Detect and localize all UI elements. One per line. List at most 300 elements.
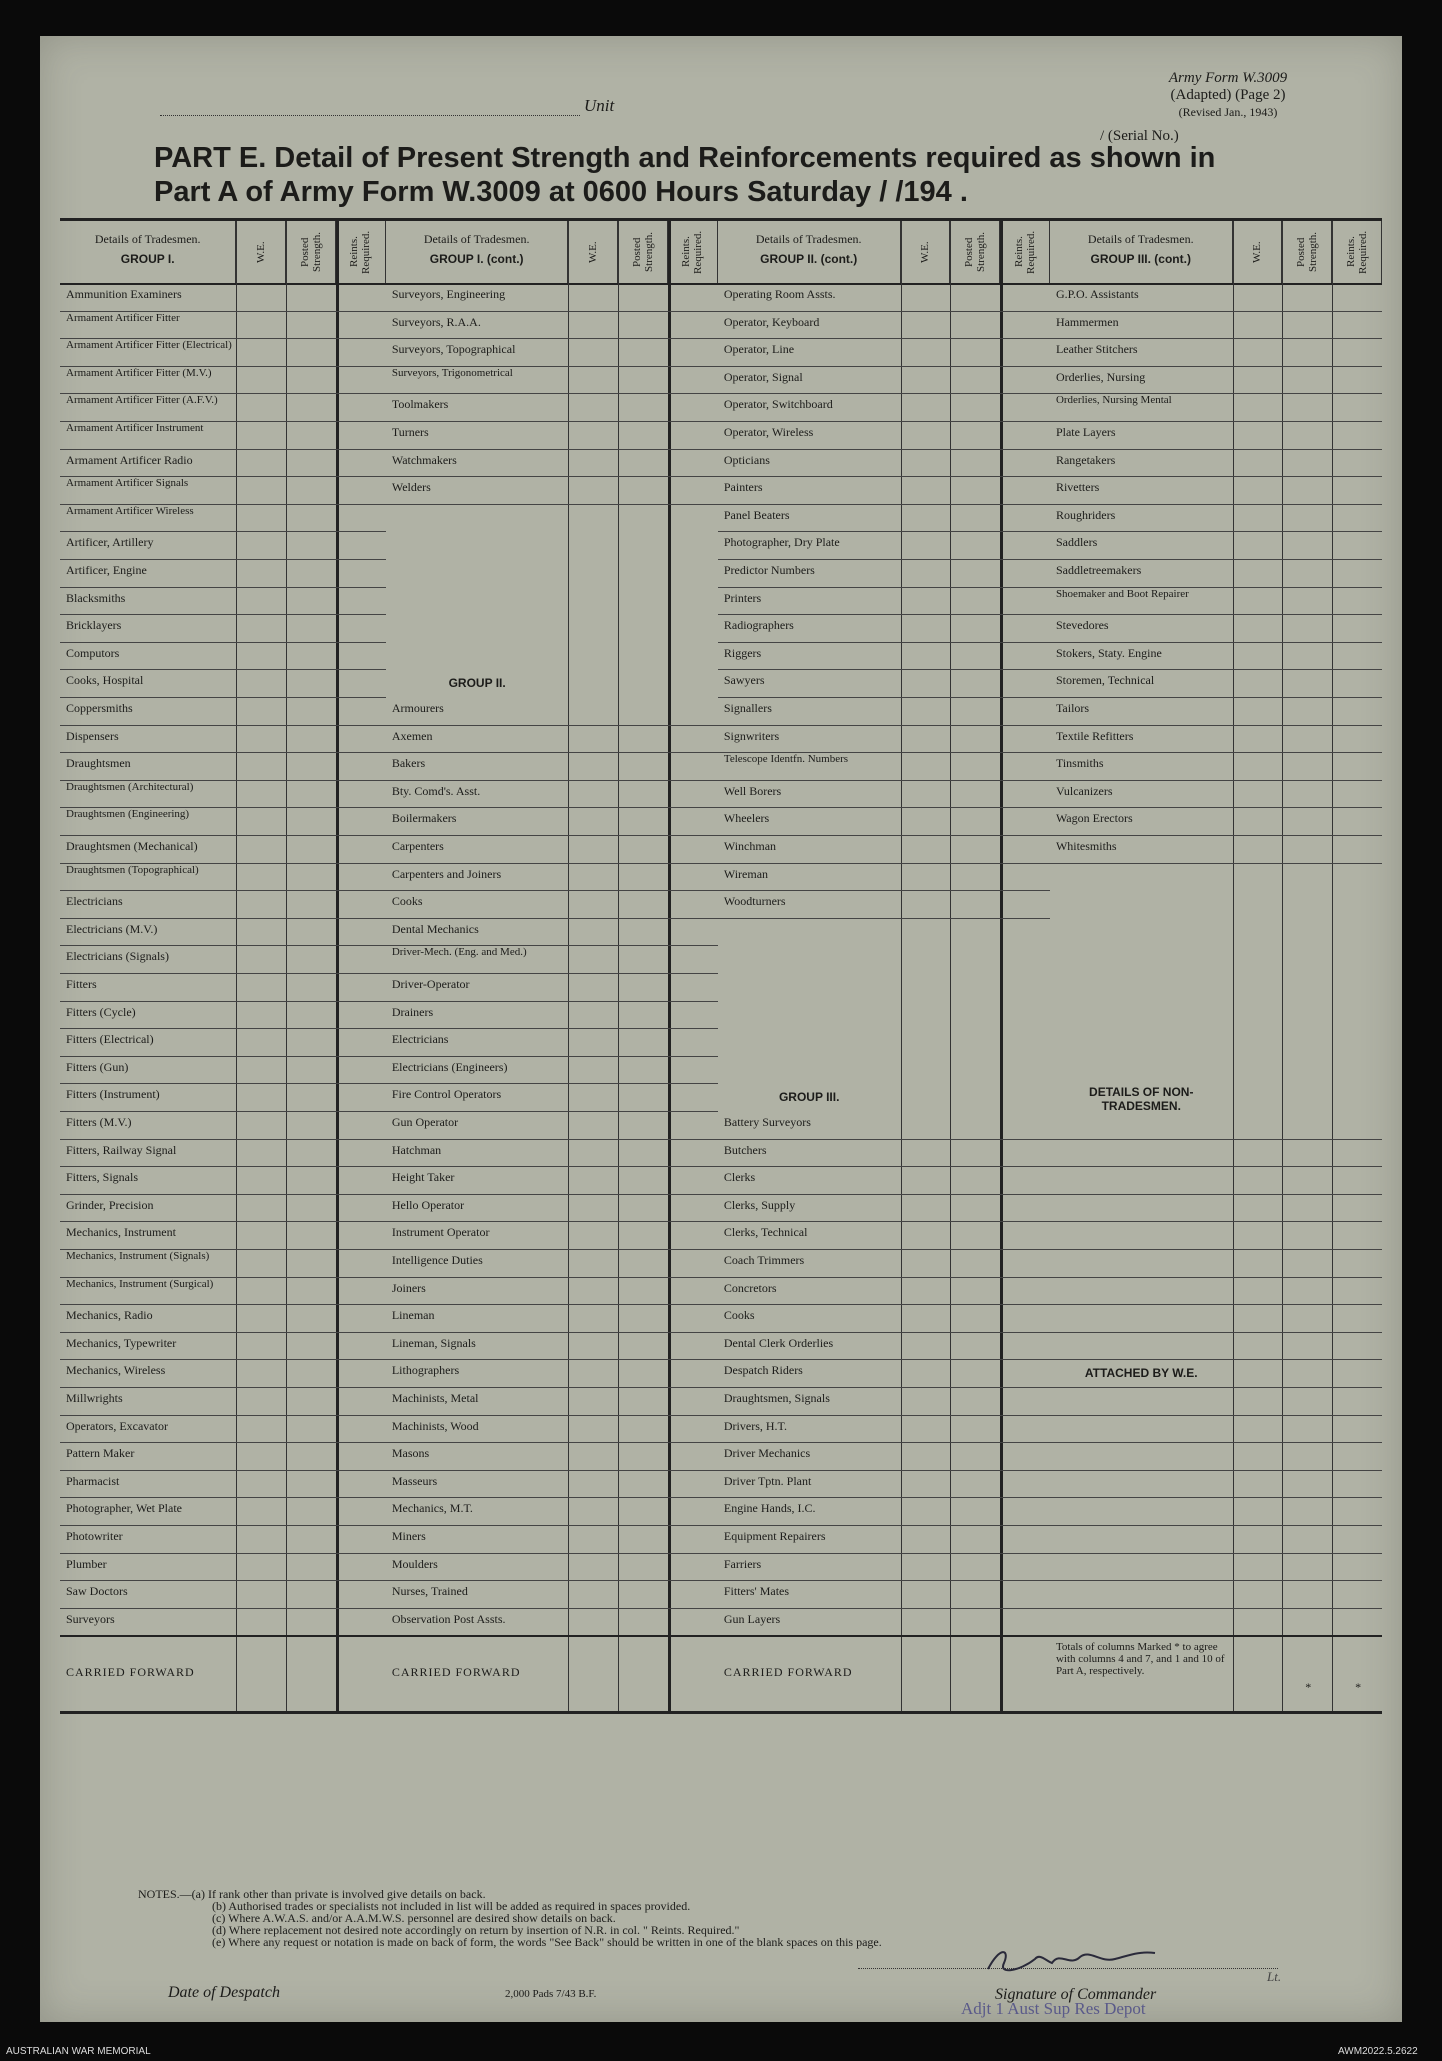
col1-item: Millwrights xyxy=(66,1391,123,1405)
row-rule xyxy=(718,531,1050,532)
col1-item: Bricklayers xyxy=(66,618,122,633)
serial-number: / (Serial No.) xyxy=(1100,128,1179,144)
row-rule xyxy=(718,697,1050,698)
row-rule xyxy=(60,835,386,836)
col1-item: Dispensers xyxy=(66,728,119,743)
row-rule xyxy=(386,1001,718,1002)
col1-item: Armament Artificer Wireless xyxy=(66,504,194,517)
row-rule xyxy=(1050,697,1382,698)
col2-item: Nurses, Trained xyxy=(391,1584,468,1599)
row-rule xyxy=(1050,1608,1382,1609)
row-rule xyxy=(1050,1387,1382,1388)
row-rule xyxy=(60,1083,386,1084)
row-rule xyxy=(1050,504,1382,505)
col4-item: Vulcanizers xyxy=(1055,783,1113,798)
column-rule xyxy=(668,221,671,1711)
notes-block xyxy=(138,1888,882,1948)
row-rule xyxy=(1050,752,1382,753)
col3-item: Wheelers xyxy=(723,811,770,826)
col1-item: Fitters (Instrument) xyxy=(66,1087,160,1102)
col4-item: Orderlies, Nursing Mental xyxy=(1055,394,1172,407)
col2-item: Hatchman xyxy=(391,1142,442,1157)
row-rule xyxy=(60,945,386,946)
col1-item: Draughtsmen (Architectural) xyxy=(66,780,194,793)
row-rule xyxy=(1050,587,1382,588)
row-rule xyxy=(386,1304,718,1305)
row-rule xyxy=(386,890,718,891)
page-title-line2: Part A of Army Form W.3009 at 0600 Hours Saturday / /194 . xyxy=(154,176,968,208)
column-rule xyxy=(901,221,902,1711)
col4-item: Stevedores xyxy=(1055,618,1109,633)
unit-field xyxy=(160,96,640,116)
row-rule xyxy=(1050,807,1382,808)
col3-item: Drivers, H.T. xyxy=(723,1418,787,1433)
row-rule xyxy=(386,1083,718,1084)
col2-item: Boilermakers xyxy=(391,811,457,826)
col2-item: Masseurs xyxy=(391,1473,438,1488)
row-rule xyxy=(718,1387,1050,1388)
row-rule xyxy=(386,366,718,367)
note-b: (b) Authorised trades or specialists not included in list will be added as required in spaces provided. xyxy=(212,1899,691,1913)
col1-item: Fitters, Railway Signal xyxy=(66,1142,177,1157)
row-rule xyxy=(386,393,718,394)
header-reints-label: Reints. Required. xyxy=(1344,230,1369,274)
row-rule xyxy=(386,1111,718,1112)
row-rule xyxy=(1050,863,1382,864)
column-rule xyxy=(286,221,287,1711)
row-rule xyxy=(1050,614,1382,615)
totals-star: * xyxy=(1305,1680,1312,1695)
col1-item: Draughtsmen (Mechanical) xyxy=(66,839,198,853)
handwritten-signature xyxy=(980,1941,1180,1981)
col2-item: Machinists, Metal xyxy=(391,1391,479,1405)
archive-id: AWM2022.5.2622 xyxy=(1338,2046,1418,2057)
row-rule xyxy=(386,449,718,450)
row-rule xyxy=(718,366,1050,367)
col2-item: Lineman, Signals xyxy=(391,1335,476,1350)
header-details-col-4 xyxy=(1050,221,1233,283)
row-rule xyxy=(386,1194,718,1195)
col3-item: Dental Clerk Orderlies xyxy=(723,1335,834,1350)
row-rule xyxy=(60,780,386,781)
row-rule xyxy=(718,1497,1050,1498)
row-rule xyxy=(1050,476,1382,477)
column-rule xyxy=(336,221,339,1711)
header-reints-label: Reints. Required. xyxy=(1012,230,1037,274)
col3-item: Gun Layers xyxy=(723,1611,781,1626)
group-ii-heading: GROUP II. xyxy=(448,676,506,691)
col4-item: Shoemaker and Boot Repairer xyxy=(1055,587,1189,600)
row-rule xyxy=(386,918,718,919)
row-rule xyxy=(1050,449,1382,450)
row-rule xyxy=(60,1442,386,1443)
row-rule xyxy=(386,1442,718,1443)
column-rule xyxy=(618,221,619,1711)
col1-item: Photowriter xyxy=(66,1529,123,1543)
col1-item: Fitters (Electrical) xyxy=(66,1032,154,1047)
row-rule xyxy=(386,973,718,974)
header-reints-col-4 xyxy=(1332,221,1382,283)
col3-item: Engine Hands, I.C. xyxy=(723,1501,816,1516)
col1-item: Saw Doctors xyxy=(66,1584,128,1599)
header-details-col-1 xyxy=(60,221,236,283)
row-rule xyxy=(386,945,718,946)
col1-item: Fitters (M.V.) xyxy=(66,1115,132,1129)
col3-item: Driver Tptn. Plant xyxy=(723,1473,812,1488)
attached-by-we-heading: ATTACHED BY W.E. xyxy=(1084,1366,1198,1381)
col2-item: Carpenters xyxy=(391,839,444,853)
col1-item: Fitters xyxy=(66,977,97,991)
col2-item: Bty. Comd's. Asst. xyxy=(391,783,481,798)
header-posted-col-4 xyxy=(1282,221,1332,283)
row-rule xyxy=(386,421,718,422)
row-rule xyxy=(60,1194,386,1195)
row-rule xyxy=(1050,311,1382,312)
col1-item: Pattern Maker xyxy=(66,1446,135,1461)
col2-item: Joiners xyxy=(391,1280,426,1295)
row-rule xyxy=(60,1166,386,1167)
row-rule xyxy=(718,614,1050,615)
form-page xyxy=(40,36,1402,2022)
header-group-label: GROUP II. (cont.) xyxy=(760,252,858,266)
row-rule xyxy=(1050,559,1382,560)
col2-item: Toolmakers xyxy=(391,397,449,412)
col4-item: Plate Layers xyxy=(1055,425,1116,439)
row-rule xyxy=(60,807,386,808)
col3-item: Cooks xyxy=(723,1308,755,1323)
col1-item: Mechanics, Instrument xyxy=(66,1225,176,1240)
col4-item: Hammermen xyxy=(1055,314,1119,329)
col2-item: Surveyors, Engineering xyxy=(391,287,506,301)
col2-item: Armourers xyxy=(391,701,444,715)
unit-label: Unit xyxy=(584,96,615,115)
row-rule xyxy=(60,1249,386,1250)
col3-item: Concretors xyxy=(723,1280,777,1295)
col2-item: Mechanics, M.T. xyxy=(391,1501,473,1516)
row-rule xyxy=(1050,1415,1382,1416)
col3-item: Operator, Line xyxy=(723,342,795,357)
col3-item: Riggers xyxy=(723,645,762,660)
row-rule xyxy=(60,587,386,588)
rank: Lt. xyxy=(1267,1969,1282,1984)
form-revised: (Revised Jan., 1943) xyxy=(1178,105,1278,119)
row-rule xyxy=(386,1525,718,1526)
row-rule xyxy=(60,504,386,505)
col4-item: Storemen, Technical xyxy=(1055,673,1155,688)
column-rule xyxy=(1332,221,1333,1711)
column-rule xyxy=(568,221,569,1711)
row-rule xyxy=(60,531,386,532)
row-rule xyxy=(60,890,386,891)
row-rule xyxy=(386,1166,718,1167)
col1-item: Mechanics, Instrument (Surgical) xyxy=(66,1277,214,1290)
col1-item: Electricians (M.V.) xyxy=(66,921,158,936)
note-a: NOTES.—(a) If rank other than private is involved give details on back. xyxy=(138,1887,486,1901)
header-reints-col-1 xyxy=(336,221,386,283)
row-rule xyxy=(60,725,386,726)
col1-item: Mechanics, Wireless xyxy=(66,1363,166,1378)
row-rule xyxy=(718,559,1050,560)
header-posted-col-1 xyxy=(286,221,336,283)
col3-item: Telescope Identfn. Numbers xyxy=(723,753,849,766)
col2-item: Lithographers xyxy=(391,1363,460,1378)
col1-item: Electricians (Signals) xyxy=(66,949,169,964)
header-posted-label: Posted Strength. xyxy=(962,231,987,273)
col3-item: Clerks, Technical xyxy=(723,1225,808,1240)
col4-item: Tailors xyxy=(1055,701,1090,715)
header-group-label: GROUP I. xyxy=(120,252,175,266)
row-rule xyxy=(1050,1249,1382,1250)
row-rule xyxy=(718,449,1050,450)
row-rule xyxy=(60,476,386,477)
row-rule xyxy=(386,1497,718,1498)
row-rule xyxy=(1050,1139,1382,1140)
row-rule xyxy=(718,835,1050,836)
col2-item: Watchmakers xyxy=(391,452,457,467)
column-rule xyxy=(1000,221,1003,1711)
header-reints-label: Reints. Required. xyxy=(680,230,705,274)
totals-star: * xyxy=(1355,1680,1362,1695)
col1-item: Armament Artificer Fitter (M.V.) xyxy=(66,366,212,379)
header-posted-label: Posted Strength. xyxy=(630,231,655,273)
col1-item: Coppersmiths xyxy=(66,701,133,715)
row-rule xyxy=(386,338,718,339)
row-rule xyxy=(1050,725,1382,726)
row-rule xyxy=(60,366,386,367)
col3-item: Clerks xyxy=(723,1170,756,1185)
col1-item: Draughtsmen (Topographical) xyxy=(66,863,199,876)
col1-item: Pharmacist xyxy=(66,1473,120,1488)
row-rule xyxy=(60,1056,386,1057)
col2-item: Driver-Operator xyxy=(391,977,470,991)
note-e: (e) Where any request or notation is made on back of form, the words "See Back" should be written in one of the blank spaces on this page. xyxy=(212,1935,882,1949)
note-c: (c) Where A.W.A.S. and/or A.A.M.W.S. personnel are desired show details on back. xyxy=(212,1911,616,1925)
col1-item: Armament Artificer Fitter (A.F.V.) xyxy=(66,394,218,407)
row-rule xyxy=(1050,1359,1382,1360)
row-rule xyxy=(60,1304,386,1305)
header-group-label: GROUP I. (cont.) xyxy=(429,252,524,266)
col1-item: Artificer, Engine xyxy=(66,563,147,577)
row-rule xyxy=(386,780,718,781)
row-rule xyxy=(60,752,386,753)
row-rule xyxy=(1050,1553,1382,1554)
row-rule xyxy=(386,725,718,726)
row-rule xyxy=(60,1221,386,1222)
header-details-label: Details of Tradesmen. xyxy=(1087,232,1194,246)
col4-item: Textile Refitters xyxy=(1055,728,1134,743)
page-title-line1: PART E. Detail of Present Strength and Reinforcements required as shown in xyxy=(154,142,1216,174)
col3-item: Wireman xyxy=(723,866,769,881)
row-rule xyxy=(386,1580,718,1581)
col2-item: Axemen xyxy=(391,728,433,743)
column-rule xyxy=(1282,221,1283,1711)
col3-item: Draughtsmen, Signals xyxy=(723,1391,830,1405)
col4-item: Roughriders xyxy=(1055,507,1116,522)
col3-item: Driver Mechanics xyxy=(723,1446,811,1461)
header-posted-label: Posted Strength. xyxy=(298,231,323,273)
row-rule xyxy=(60,1332,386,1333)
row-rule xyxy=(718,421,1050,422)
signature-label: Signature of Commander xyxy=(995,1986,1157,2003)
group-iii-heading: GROUP III. xyxy=(778,1090,840,1105)
row-rule xyxy=(60,1001,386,1002)
row-rule xyxy=(60,1525,386,1526)
col2-item: Height Taker xyxy=(391,1170,455,1185)
row-rule xyxy=(60,1553,386,1554)
col3-item: Coach Trimmers xyxy=(723,1253,805,1267)
tradesmen-table xyxy=(60,218,1382,1714)
form-number: Army Form W.3009 xyxy=(1168,70,1288,86)
row-rule xyxy=(718,1166,1050,1167)
col1-item: Armament Artificer Instrument xyxy=(66,422,204,434)
col3-item: Operator, Signal xyxy=(723,369,803,384)
row-rule xyxy=(60,863,386,864)
row-rule xyxy=(718,752,1050,753)
row-rule xyxy=(386,1387,718,1388)
col1-item: Armament Artificer Radio xyxy=(66,452,193,467)
col2-item: Dental Mechanics xyxy=(391,921,479,936)
col3-item: Operator, Keyboard xyxy=(723,314,820,329)
header-details-label: Details of Tradesmen. xyxy=(423,232,530,246)
col1-item: Electricians xyxy=(66,894,123,909)
row-rule xyxy=(1050,531,1382,532)
col3-item: Sawyers xyxy=(723,673,765,688)
header-details-label: Details of Tradesmen. xyxy=(94,232,201,246)
col3-item: Panel Beaters xyxy=(723,507,790,522)
col4-item: Stokers, Staty. Engine xyxy=(1055,645,1162,660)
col1-item: Grinder, Precision xyxy=(66,1197,154,1212)
archive-credit: AUSTRALIAN WAR MEMORIAL xyxy=(6,2046,151,2057)
col3-item: Painters xyxy=(723,480,763,495)
form-reference xyxy=(1123,70,1333,121)
col2-item: Observation Post Assts. xyxy=(391,1611,506,1626)
col2-item: Driver-Mech. (Eng. and Med.) xyxy=(391,946,527,959)
row-rule xyxy=(60,1415,386,1416)
row-rule xyxy=(60,1359,386,1360)
col3-item: Butchers xyxy=(723,1142,767,1157)
row-rule xyxy=(1050,1221,1382,1222)
row-rule xyxy=(60,1470,386,1471)
row-rule xyxy=(386,1470,718,1471)
row-rule xyxy=(718,1139,1050,1140)
row-rule xyxy=(1050,780,1382,781)
row-rule xyxy=(60,697,386,698)
row-rule xyxy=(386,504,718,505)
row-rule xyxy=(718,1553,1050,1554)
row-rule xyxy=(386,1139,718,1140)
col3-item: Signallers xyxy=(723,701,772,715)
row-rule xyxy=(386,807,718,808)
row-rule xyxy=(60,1277,386,1278)
header-we-col-1 xyxy=(236,221,286,283)
row-rule xyxy=(718,1608,1050,1609)
header-posted-label: Posted Strength. xyxy=(1294,231,1319,273)
col1-item: Surveyors xyxy=(66,1611,115,1626)
row-rule xyxy=(60,669,386,670)
column-rule xyxy=(1233,221,1234,1711)
col1-item: Mechanics, Radio xyxy=(66,1308,153,1323)
col4-item: Leather Stitchers xyxy=(1055,342,1138,357)
column-rule xyxy=(950,221,951,1711)
col1-item: Mechanics, Typewriter xyxy=(66,1335,177,1350)
col4-item: Wagon Erectors xyxy=(1055,811,1133,826)
col4-item: Saddletreemakers xyxy=(1055,563,1142,577)
header-details-label: Details of Tradesmen. xyxy=(755,232,862,246)
row-rule xyxy=(718,725,1050,726)
row-rule xyxy=(718,393,1050,394)
col3-item: Opticians xyxy=(723,452,770,467)
header-we-col-4 xyxy=(1233,221,1283,283)
col4-item: Saddlers xyxy=(1055,535,1098,550)
col3-item: Radiographers xyxy=(723,618,794,633)
col1-item: Cooks, Hospital xyxy=(66,673,144,688)
row-rule xyxy=(1050,366,1382,367)
col2-item: Masons xyxy=(391,1446,430,1461)
row-rule xyxy=(60,918,386,919)
header-rule xyxy=(60,283,1382,285)
row-rule xyxy=(1050,1332,1382,1333)
totals-note: Totals of columns Marked * to agree with columns 4 and 7, and 1 and 10 of Part A, respectively. xyxy=(1055,1641,1225,1678)
row-rule xyxy=(718,642,1050,643)
col2-item: Fire Control Operators xyxy=(391,1087,502,1102)
col1-item: Armament Artificer Fitter (Electrical) xyxy=(66,339,232,352)
row-rule xyxy=(386,1553,718,1554)
row-rule xyxy=(718,1415,1050,1416)
row-rule xyxy=(60,311,386,312)
row-rule xyxy=(1050,1470,1382,1471)
col3-item: Equipment Repairers xyxy=(723,1529,826,1543)
col3-item: Battery Surveyors xyxy=(723,1115,811,1129)
col3-item: Winchman xyxy=(723,839,777,853)
row-rule xyxy=(60,393,386,394)
row-rule xyxy=(718,1442,1050,1443)
row-rule xyxy=(60,1028,386,1029)
col2-item: Surveyors, Trigonometrical xyxy=(391,366,513,379)
header-reints-col-3 xyxy=(1000,221,1050,283)
row-rule xyxy=(718,863,1050,864)
header-we-col-3 xyxy=(901,221,951,283)
row-rule xyxy=(718,1580,1050,1581)
row-rule xyxy=(1050,393,1382,394)
header-details-col-2 xyxy=(386,221,569,283)
col2-item: Instrument Operator xyxy=(391,1225,490,1240)
row-rule xyxy=(60,1580,386,1581)
col2-item: Turners xyxy=(391,425,429,439)
col1-item: Draughtsmen xyxy=(66,756,131,771)
col1-item: Artificer, Artillery xyxy=(66,535,154,550)
row-rule xyxy=(60,449,386,450)
row-rule xyxy=(718,1359,1050,1360)
col1-item: Fitters (Gun) xyxy=(66,1059,129,1074)
col1-item: Plumber xyxy=(66,1556,107,1571)
col3-item: Farriers xyxy=(723,1556,762,1571)
row-rule xyxy=(386,835,718,836)
col1-item: Fitters, Signals xyxy=(66,1170,139,1185)
unit-stamp: Adjt 1 Aust Sup Res Depot xyxy=(961,1999,1146,2018)
carried-forward-label: CARRIED FORWARD xyxy=(66,1665,195,1680)
col3-item: Well Borers xyxy=(723,783,782,798)
col3-item: Operator, Switchboard xyxy=(723,397,833,412)
row-rule xyxy=(386,1249,718,1250)
row-rule xyxy=(60,973,386,974)
row-rule xyxy=(718,1221,1050,1222)
print-code: 2,000 Pads 7/43 B.F. xyxy=(505,1988,597,2000)
col2-item: Surveyors, Topographical xyxy=(391,342,516,357)
column-rule xyxy=(236,221,237,1711)
form-adapted: (Adapted) (Page 2) xyxy=(1170,87,1286,103)
col3-item: Printers xyxy=(723,590,762,605)
col3-item: Signwriters xyxy=(723,728,780,743)
